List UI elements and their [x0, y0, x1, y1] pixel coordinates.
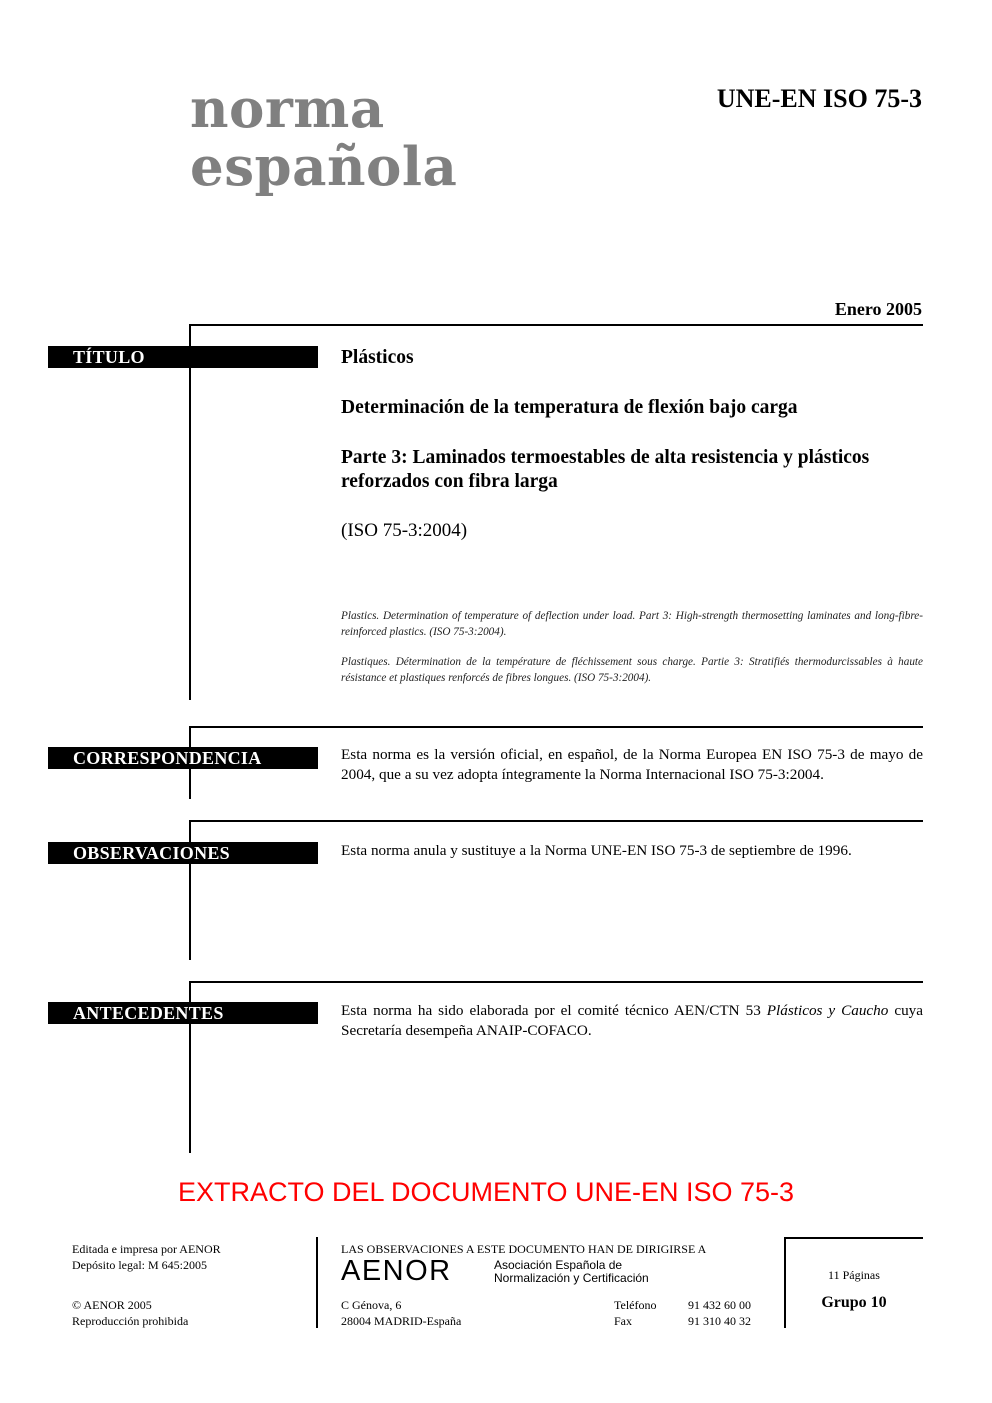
association-name — [494, 1259, 649, 1285]
edited-by: Editada e impresa por AENOR — [72, 1242, 221, 1256]
french-title: Plastiques. Détermination de la température de fléchissement sous charge. Partie 3: Stratifiés thermodurcissables à haute résistance et plastiques renforcés de fibres longues. (ISO 75-3:2004). — [341, 656, 923, 684]
antecedentes-text-1: Esta norma ha sido elaborada por el comité técnico AEN/CTN 53 — [341, 1002, 767, 1019]
section-divider — [190, 324, 923, 326]
correspondencia-text: Esta norma es la versión oficial, en español, de la Norma Europea EN ISO 75-3 de mayo de 2004, que a su vez adopta íntegramente la Norma Internacional ISO 75-3:2004. — [341, 746, 923, 783]
copyright: © AENOR 2005 — [72, 1298, 152, 1312]
label-titulo: TÍTULO — [48, 346, 318, 368]
section-rule — [189, 820, 191, 960]
legal-deposit: Depósito legal: M 645:2005 — [72, 1258, 207, 1272]
association-line-2: Normalización y Certificación — [494, 1271, 649, 1285]
brand-title — [190, 80, 457, 196]
footer-imprint — [72, 1241, 221, 1273]
address-city: 28004 MADRID-España — [341, 1314, 462, 1328]
document-code: UNE-EN ISO 75-3 — [716, 84, 922, 113]
title-line-3: Parte 3: Laminados termoestables de alta resistencia y plásticos reforzados con fibra larga — [341, 447, 870, 492]
committee-name: Plásticos y Caucho — [766, 1002, 889, 1019]
aenor-logo: AENOR — [341, 1255, 452, 1287]
footer-divider — [316, 1237, 318, 1328]
label-antecedentes: ANTECEDENTES — [48, 1002, 318, 1024]
contact-numbers — [688, 1297, 751, 1329]
contact-labels — [614, 1297, 656, 1329]
iso-reference: (ISO 75-3:2004) — [341, 520, 468, 541]
address — [341, 1297, 461, 1329]
group-box-top — [785, 1237, 923, 1239]
section-divider — [190, 981, 923, 983]
antecedentes-text-2: cuya Secretaría desempeña ANAIP-COFACO. — [341, 1002, 924, 1039]
brand-line-1: norma — [190, 78, 385, 140]
section-divider — [190, 726, 923, 728]
phone-label: Teléfono — [614, 1298, 657, 1312]
publication-date: Enero 2005 — [834, 299, 922, 319]
antecedentes-text — [341, 1001, 923, 1041]
fax-number: 91 310 40 32 — [688, 1314, 751, 1328]
observations-heading: LAS OBSERVACIONES A ESTE DOCUMENTO HAN DE DIRIGIRSE A — [341, 1242, 707, 1256]
brand-line-2: española — [190, 136, 458, 198]
label-observaciones: OBSERVACIONES — [48, 842, 318, 864]
price-group: Grupo 10 — [821, 1294, 887, 1311]
reproduction-notice: Reproducción prohibida — [72, 1314, 189, 1328]
label-correspondencia: CORRESPONDENCIA — [48, 747, 318, 769]
section-rule — [189, 324, 191, 700]
footer-copyright — [72, 1297, 188, 1329]
title-line-2: Determinación de la temperatura de flexión bajo carga — [341, 397, 798, 418]
section-divider — [190, 820, 923, 822]
address-street: C Génova, 6 — [341, 1298, 402, 1312]
english-title: Plastics. Determination of temperature of deflection under load. Part 3: High-strength thermosetting laminates and long-fibre-reinforced plastics. (ISO 75-3:2004). — [341, 610, 923, 638]
extract-watermark: EXTRACTO DEL DOCUMENTO UNE-EN ISO 75-3 — [177, 1177, 795, 1207]
page-count: 11 Páginas — [828, 1268, 880, 1282]
observaciones-text: Esta norma anula y sustituye a la Norma UNE-EN ISO 75-3 de septiembre de 1996. — [341, 842, 852, 859]
fax-label: Fax — [614, 1314, 632, 1328]
association-line-1: Asociación Española de — [494, 1258, 623, 1272]
title-line-1: Plásticos — [341, 347, 414, 368]
phone-number: 91 432 60 00 — [688, 1298, 751, 1312]
